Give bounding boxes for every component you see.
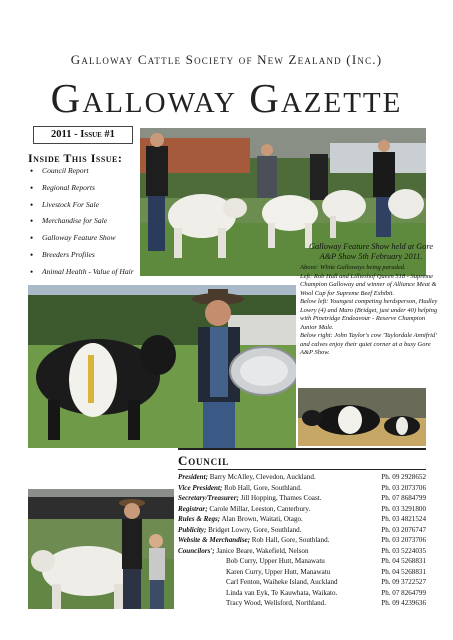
photo-supreme-champion xyxy=(28,285,296,448)
caption-line: Left: Rob Hall and Lillieshof Queen 518 - Supreme Champion Galloway and winner of Alliance Meat & Wool Cup for Supreme Beef Exhibit. xyxy=(300,272,437,297)
council-phone: Ph. 09 3722527 xyxy=(381,578,426,586)
council-row xyxy=(178,483,426,493)
council-phone: Ph. 04 5268831 xyxy=(381,557,426,565)
council-member-name: Karen Curry, Upper Hutt, Manawatu xyxy=(226,567,331,576)
council-member-name: Janice Beare, Wakefield, Nelson xyxy=(216,546,309,555)
photo-cow-and-calves xyxy=(298,388,426,446)
council-phone: Ph. 07 8264799 xyxy=(381,588,426,597)
council-row xyxy=(178,577,426,587)
council-row xyxy=(178,546,426,556)
council-member-name: Tracy Wood, Wellsford, Northland. xyxy=(226,599,327,607)
caption-line: Above: White Galloways being paraded. xyxy=(300,264,406,271)
council-phone: Ph. 03 2073706 xyxy=(381,483,426,492)
society-name: Galloway Cattle Society of New Zealand (Inc.) xyxy=(70,52,383,67)
council-role: Councilors'; xyxy=(178,546,215,555)
council-role: Secretary/Treasurer; xyxy=(178,494,239,502)
council-row xyxy=(178,514,426,524)
council-row xyxy=(178,472,426,482)
council-member-name: Linda van Eyk, Te Kauwhata, Waikato. xyxy=(226,588,338,597)
feature-show-caption xyxy=(300,264,442,358)
contents-item[interactable]: • Breeders Profiles xyxy=(30,250,135,260)
contents-item[interactable]: • Animal Health - Value of Hair xyxy=(30,267,135,277)
council-role: Website & Merchandise; xyxy=(178,536,250,544)
council-role: Vice President; xyxy=(178,483,223,492)
council-row xyxy=(178,556,426,566)
contents-item[interactable]: • Galloway Feature Show xyxy=(30,233,135,243)
inside-heading: Inside This Issue: xyxy=(28,151,123,165)
council-rule xyxy=(178,448,426,450)
issue-badge: 2011 - Issue #1 xyxy=(33,126,133,144)
council-role: Publicity; xyxy=(178,525,207,534)
council-phone: Ph. 09 2928652 xyxy=(381,473,426,481)
council-heading: Council xyxy=(178,453,229,468)
caption-line: Below right: John Taylor's cow 'Taylordale Annifrid' and calves enjoy their quiet corner at a busy Gore A&P Show. xyxy=(300,332,437,356)
council-phone: Ph. 03 2073706 xyxy=(381,536,426,544)
council-member-name: Rob Hall, Gore, Southland. xyxy=(251,536,330,544)
feature-show-caption-title: Galloway Feature Show held at Gore A&P Show 5th February 2011. xyxy=(308,242,434,261)
council-member-name: Barry McAlley, Clevedon, Auckland. xyxy=(209,473,316,481)
council-member-name: Alan Brown, Waitati, Otago. xyxy=(221,515,303,523)
council-phone: Ph. 03 4821524 xyxy=(381,515,426,523)
gazette-title: Galloway Gazette xyxy=(50,75,403,121)
council-member-name: Jill Hopping, Thames Coast. xyxy=(240,494,322,502)
council-phone: Ph. 07 8684799 xyxy=(381,494,426,502)
council-phone: Ph. 03 2076747 xyxy=(381,525,426,534)
council-role: President; xyxy=(178,473,208,481)
council-row xyxy=(178,567,426,577)
council-row xyxy=(178,525,426,535)
council-phone: Ph. 03 5224035 xyxy=(381,546,426,555)
contents-item[interactable]: • Council Report xyxy=(30,166,135,176)
council-row xyxy=(178,535,426,545)
council-phone: Ph. 03 3291800 xyxy=(381,504,426,513)
council-member-name: Carl Fenton, Waiheke Island, Auckland xyxy=(226,578,338,586)
council-member-name: Bob Curry, Upper Hutt, Manawatu xyxy=(226,557,325,565)
contents-item[interactable]: • Livestock For Sale xyxy=(30,200,135,210)
council-divider xyxy=(178,469,426,470)
caption-line: Below left: Youngest competing herdsperson, Hadley Lowry (4) and Muro (Bridget, just under 40) helping with Pinetridge Endeavour - Reserve Champion Junior Male. xyxy=(300,298,438,331)
council-row xyxy=(178,598,426,608)
council-row xyxy=(178,588,426,598)
council-phone: Ph. 09 4239636 xyxy=(381,599,426,607)
council-member-name: Rob Hall, Gore, Southland. xyxy=(224,483,302,492)
council-member-name: Bridget Lowry, Gore, Southland. xyxy=(208,525,302,534)
council-member-name: Carole Millar, Leeston, Canterbury. xyxy=(209,504,311,513)
council-role: Rules & Regs; xyxy=(178,515,221,523)
council-row xyxy=(178,493,426,503)
photo-youngest-herdsperson xyxy=(28,489,174,609)
council-row xyxy=(178,504,426,514)
council-role: Registrar; xyxy=(178,504,208,513)
contents-item[interactable]: • Merchandise for Sale xyxy=(30,216,135,226)
contents-item[interactable]: • Regional Reports xyxy=(30,183,135,193)
council-phone: Ph. 04 5268831 xyxy=(381,567,426,576)
